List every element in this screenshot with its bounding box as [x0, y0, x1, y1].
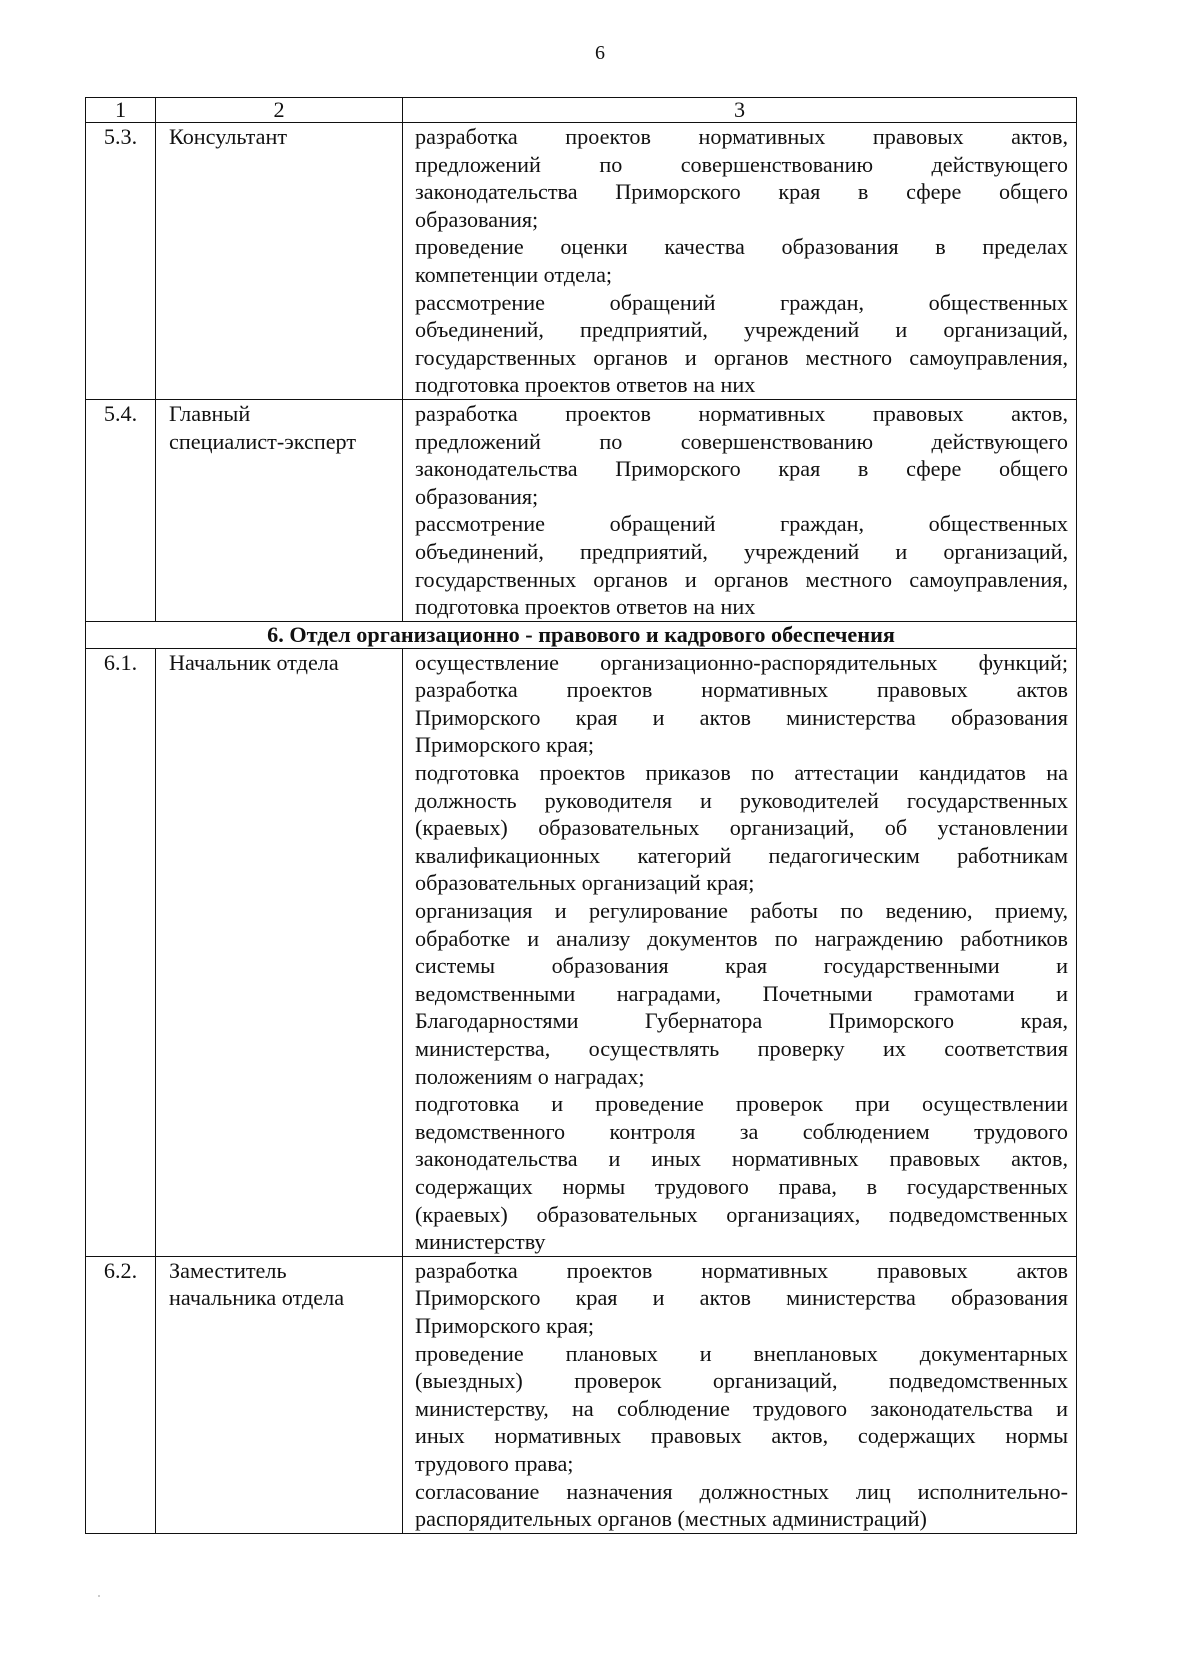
position-title-line: Консультант [169, 124, 288, 149]
position-title [156, 1256, 403, 1533]
duty-line: образования; [415, 483, 539, 509]
duty-line: Благодарностями Губернатора Приморского края, [415, 1008, 1068, 1034]
duty-line: государственных органов и органов местного самоуправления, [415, 566, 1068, 592]
duty-line: министерству [415, 1229, 546, 1255]
table-row [86, 399, 1077, 621]
duty-line: подготовка проектов ответов на них [415, 594, 756, 620]
table-header-row [86, 98, 1077, 123]
duty-line: рассмотрение обращений граждан, общественных [415, 511, 1068, 537]
position-title [156, 399, 403, 621]
position-title-line: начальника отдела [169, 1285, 345, 1311]
duty-line: содержащих нормы трудового права, в государственных [415, 1173, 1068, 1199]
duty-line: предложений по совершенствованию действующего [415, 151, 1068, 177]
duty-line: распорядительных органов (местных администраций) [415, 1506, 927, 1532]
page-number: 6 [595, 42, 605, 64]
position-title-line: Заместитель [169, 1257, 287, 1283]
position-title [156, 648, 403, 1256]
row-number: 5.4. [86, 399, 156, 621]
duty-line: должность руководителя и руководителей государственных [415, 787, 1068, 813]
duty-line: ведомственными наградами, Почетными грамотами и [415, 980, 1068, 1006]
duty-line: государственных органов и органов местного самоуправления, [415, 344, 1068, 370]
duty-line: разработка проектов нормативных правовых актов, [415, 400, 1068, 426]
duty-line: объединений, предприятий, учреждений и организаций, [415, 317, 1068, 343]
duty-line: положениям о наградах; [415, 1063, 645, 1089]
duty-line: законодательства Приморского края в сфере общего [415, 179, 1068, 205]
duty-line: (краевых) образовательных организациях, подведомственных [415, 1201, 1068, 1227]
duty-line: рассмотрение обращений граждан, общественных [415, 289, 1068, 315]
duty-line: Приморского края и актов министерства образования [415, 1285, 1068, 1311]
row-number: 6.1. [86, 648, 156, 1256]
duty-line: Приморского края; [415, 732, 595, 758]
duty-line: подготовка и проведение проверок при осуществлении [415, 1091, 1068, 1117]
duty-line: проведение плановых и внеплановых документарных [415, 1340, 1068, 1366]
duty-line: иных нормативных правовых актов, содержащих нормы [415, 1423, 1068, 1449]
duties-table [85, 97, 1077, 1534]
duties-description [403, 648, 1077, 1256]
duty-line: разработка проектов нормативных правовых актов, [415, 124, 1068, 149]
duty-line: обработке и анализу документов по награждению работников [415, 925, 1068, 951]
table-row [86, 1256, 1077, 1533]
duty-line: (краевых) образовательных организаций, об установлении [415, 815, 1068, 841]
duty-line: согласование назначения должностных лиц исполнительно- [415, 1478, 1068, 1504]
duty-line: образовательных организаций края; [415, 870, 755, 896]
header-col-2: 2 [156, 98, 403, 123]
scan-speck [98, 1595, 100, 1597]
table-row [86, 123, 1077, 400]
header-col-3: 3 [403, 98, 1077, 123]
duty-line: проведение оценки качества образования в пределах [415, 234, 1068, 260]
duty-line: системы образования края государственными и [415, 953, 1068, 979]
duty-line: (выездных) проверок организаций, подведомственных [415, 1368, 1068, 1394]
duty-line: предложений по совершенствованию действующего [415, 428, 1068, 454]
duty-line: министерства, осуществлять проверку их соответствия [415, 1036, 1068, 1061]
position-title [156, 123, 403, 400]
duties-description [403, 123, 1077, 400]
table-row [86, 648, 1077, 1256]
section-header-row [86, 621, 1077, 648]
section-title: 6. Отдел организационно - правового и кадрового обеспечения [86, 621, 1077, 648]
duty-line: компетенции отдела; [415, 261, 613, 287]
duty-line: Приморского края и актов министерства образования [415, 704, 1068, 730]
duty-line: ведомственного контроля за соблюдением трудового [415, 1118, 1068, 1144]
row-number: 5.3. [86, 123, 156, 400]
duty-line: разработка проектов нормативных правовых актов [415, 1257, 1068, 1283]
duty-line: организация и регулирование работы по ведению, приему, [415, 898, 1068, 924]
duty-line: министерству, на соблюдение трудового законодательства и [415, 1395, 1068, 1421]
duty-line: подготовка проектов ответов на них [415, 372, 756, 398]
duty-line: осуществление организационно-распорядительных функций; [415, 649, 1068, 675]
duty-line: трудового права; [415, 1450, 574, 1476]
duty-line: квалификационных категорий педагогическим работникам [415, 842, 1068, 868]
position-title-line: специалист-эксперт [169, 428, 357, 454]
position-title-line: Главный [169, 400, 251, 426]
duty-line: Приморского края; [415, 1312, 595, 1338]
position-title-line: Начальник отдела [169, 649, 339, 675]
duty-line: подготовка проектов приказов по аттестации кандидатов на [415, 760, 1068, 786]
header-col-1: 1 [86, 98, 156, 123]
duty-line: законодательства и иных нормативных правовых актов, [415, 1146, 1068, 1172]
duty-line: разработка проектов нормативных правовых актов [415, 677, 1068, 703]
row-number: 6.2. [86, 1256, 156, 1533]
duties-description [403, 399, 1077, 621]
duty-line: законодательства Приморского края в сфере общего [415, 456, 1068, 482]
duty-line: образования; [415, 206, 539, 232]
duties-description [403, 1256, 1077, 1533]
duty-line: объединений, предприятий, учреждений и организаций, [415, 538, 1068, 564]
